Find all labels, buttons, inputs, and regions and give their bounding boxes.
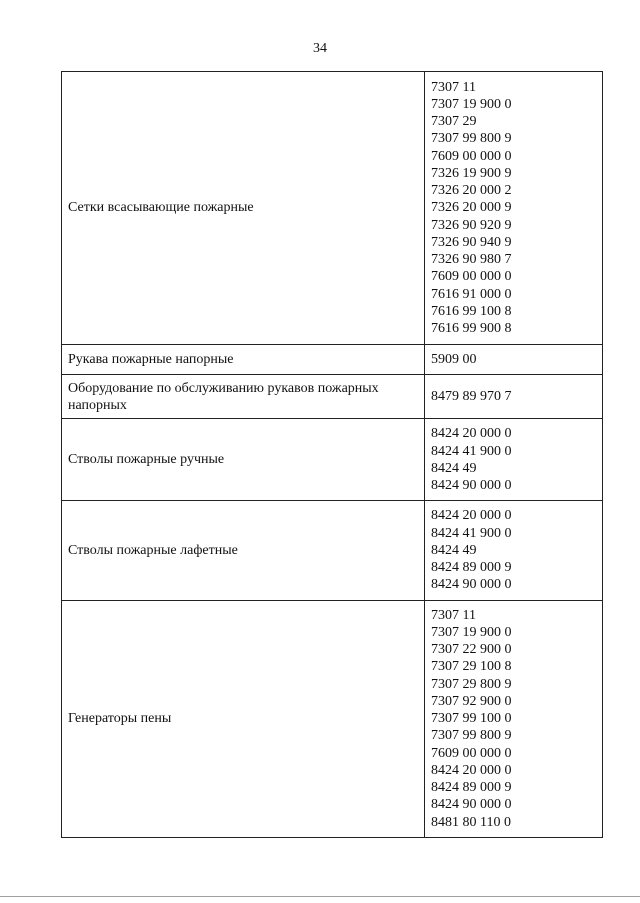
- code-value: 7326 90 920 9: [431, 217, 512, 233]
- code-value: 8424 89 000 9: [431, 560, 512, 575]
- scan-edge-line: [0, 896, 640, 897]
- product-name-cell: Оборудование по обслуживанию рукавов пожарных напорных: [62, 375, 425, 419]
- code-value: 7307 99 100 0: [431, 711, 512, 726]
- product-name-cell: Генераторы пены: [62, 600, 425, 837]
- table-row: [62, 375, 603, 419]
- table-row: [62, 419, 603, 501]
- page-number: 34: [313, 41, 327, 56]
- code-value: 7326 20 000 2: [431, 183, 512, 199]
- code-cell: [425, 419, 603, 501]
- code-value: 7307 11: [431, 607, 476, 623]
- code-value: 8424 49: [431, 460, 477, 476]
- code-value: 7609 00 000 0: [431, 269, 512, 285]
- code-value: 8424 90 000 0: [431, 797, 512, 813]
- table-row: [62, 501, 603, 600]
- code-value: 7307 11: [431, 79, 476, 95]
- product-name-cell: Стволы пожарные ручные: [62, 419, 425, 501]
- code-value: 8481 80 110 0: [431, 814, 511, 830]
- code-value: 7307 99 800 9: [431, 728, 512, 744]
- code-value: 7326 90 940 9: [431, 234, 512, 250]
- table-row: [62, 72, 603, 345]
- product-name-cell: Рукава пожарные напорные: [62, 345, 425, 375]
- code-value: 7307 19 900 0: [431, 624, 512, 640]
- table-row: [62, 345, 603, 375]
- code-cell: [425, 72, 603, 345]
- code-cell: [425, 375, 603, 419]
- code-value: 7326 19 900 9: [431, 165, 512, 181]
- code-value: 7326 20 000 9: [431, 200, 512, 216]
- code-value: 8424 41 900 0: [431, 525, 512, 541]
- code-value: 8424 41 900 0: [431, 443, 512, 459]
- code-value: 8424 20 000 0: [431, 426, 512, 442]
- code-value: 8424 89 000 9: [431, 780, 512, 795]
- code-value: 5909 00: [431, 352, 477, 367]
- code-value: 7609 00 000 0: [431, 745, 512, 761]
- code-value: 7326 90 980 7: [431, 252, 512, 268]
- code-value: 8424 90 000 0: [431, 478, 512, 493]
- code-cell: [425, 501, 603, 600]
- code-value: 7307 19 900 0: [431, 96, 512, 112]
- code-value: 7307 29 100 8: [431, 659, 512, 675]
- code-value: 7307 99 800 9: [431, 131, 512, 147]
- table-row: [62, 600, 603, 837]
- code-value: 7616 91 000 0: [431, 286, 512, 302]
- code-value: 8424 20 000 0: [431, 762, 512, 778]
- code-value: 8479 89 970 7: [431, 389, 512, 405]
- code-cell: [425, 600, 603, 837]
- code-value: 7307 92 900 0: [431, 693, 512, 709]
- code-value: 8424 49: [431, 542, 477, 558]
- code-value: 7307 22 900 0: [431, 642, 512, 657]
- product-name-cell: Сетки всасывающие пожарные: [62, 72, 425, 345]
- code-cell: [425, 345, 603, 375]
- code-value: 8424 20 000 0: [431, 508, 512, 524]
- product-code-table: [61, 71, 603, 838]
- code-value: 7616 99 100 8: [431, 303, 512, 319]
- code-value: 7616 99 900 8: [431, 321, 512, 337]
- code-value: 8424 90 000 0: [431, 577, 512, 593]
- code-value: 7307 29: [431, 114, 477, 130]
- product-name-cell: Стволы пожарные лафетные: [62, 501, 425, 600]
- code-value: 7609 00 000 0: [431, 148, 512, 164]
- code-value: 7307 29 800 9: [431, 676, 512, 692]
